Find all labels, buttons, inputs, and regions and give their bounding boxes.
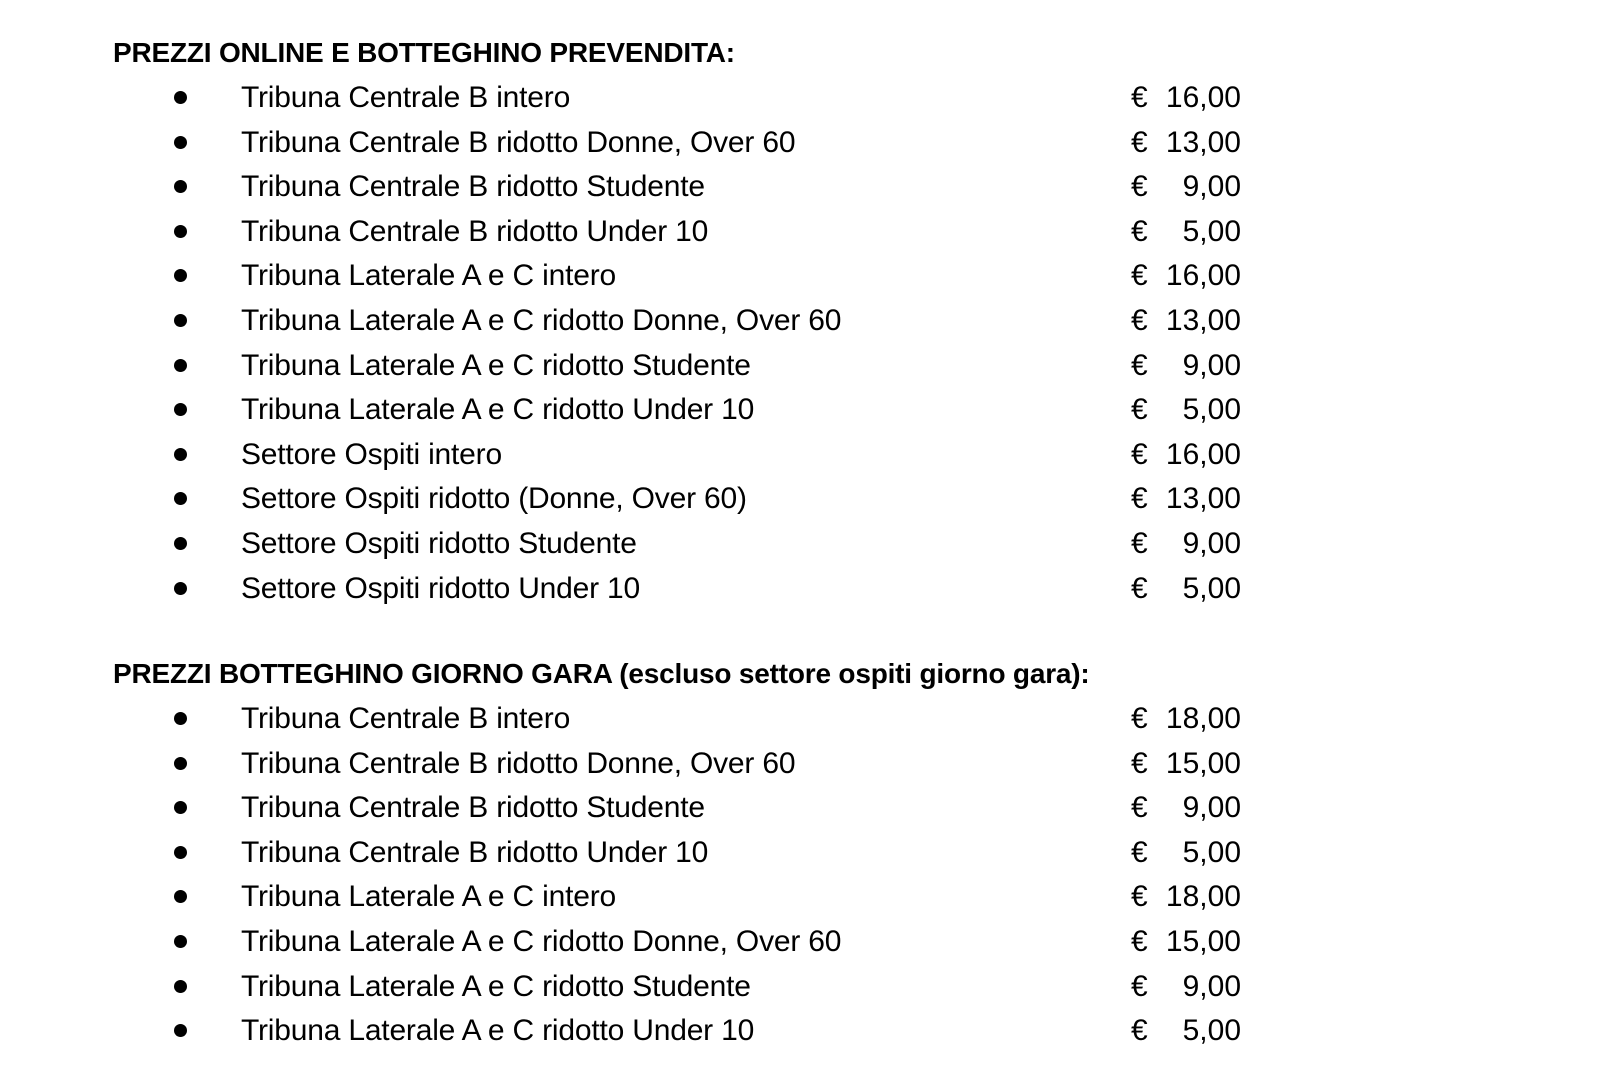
price-amount: 16,00 bbox=[1165, 81, 1241, 114]
currency-symbol: € bbox=[1131, 125, 1148, 159]
bullet-icon bbox=[174, 890, 187, 903]
bullet-icon bbox=[174, 269, 187, 282]
currency-symbol: € bbox=[1131, 969, 1148, 1003]
ticket-type-label: Tribuna Centrale B ridotto Under 10 bbox=[241, 214, 709, 248]
bullet-icon bbox=[174, 846, 187, 859]
price-list-item bbox=[0, 697, 1598, 742]
bullet-icon bbox=[174, 91, 187, 104]
price-list-item bbox=[0, 433, 1598, 478]
price-amount: 5,00 bbox=[1182, 835, 1241, 869]
price-list bbox=[0, 697, 1598, 1054]
price-amount: 5,00 bbox=[1182, 1014, 1241, 1048]
price-list-item bbox=[0, 522, 1598, 567]
price-amount: 5,00 bbox=[1182, 214, 1241, 248]
price-amount: 9,00 bbox=[1182, 526, 1241, 560]
currency-symbol: € bbox=[1131, 702, 1148, 735]
currency-symbol: € bbox=[1131, 81, 1148, 114]
price-list-item bbox=[0, 388, 1598, 433]
price-list bbox=[0, 76, 1598, 611]
ticket-type-label: Tribuna Centrale B intero bbox=[241, 702, 571, 735]
currency-symbol: € bbox=[1131, 880, 1148, 914]
ticket-type-label: Settore Ospiti ridotto (Donne, Over 60) bbox=[241, 482, 747, 516]
ticket-type-label: Tribuna Centrale B ridotto Studente bbox=[241, 791, 705, 825]
price-list-item bbox=[0, 831, 1598, 876]
ticket-type-label: Tribuna Laterale A e C ridotto Studente bbox=[241, 348, 751, 382]
ticket-type-label: Tribuna Laterale A e C ridotto Donne, Over 60 bbox=[241, 303, 842, 337]
currency-symbol: € bbox=[1131, 835, 1148, 869]
ticket-type-label: Tribuna Centrale B ridotto Donne, Over 60 bbox=[241, 746, 796, 780]
section-heading: PREZZI ONLINE E BOTTEGHINO PREVENDITA: bbox=[113, 37, 735, 68]
price-amount: 13,00 bbox=[1165, 482, 1241, 516]
bullet-icon bbox=[174, 537, 187, 550]
price-amount: 5,00 bbox=[1182, 571, 1241, 605]
currency-symbol: € bbox=[1131, 791, 1148, 825]
price-list-item bbox=[0, 121, 1598, 166]
bullet-icon bbox=[174, 448, 187, 461]
ticket-type-label: Tribuna Centrale B ridotto Donne, Over 60 bbox=[241, 125, 796, 159]
bullet-icon bbox=[174, 403, 187, 416]
price-amount: 9,00 bbox=[1182, 791, 1241, 825]
price-list-item bbox=[0, 875, 1598, 920]
price-amount: 13,00 bbox=[1165, 125, 1241, 159]
bullet-icon bbox=[174, 935, 187, 948]
bullet-icon bbox=[174, 582, 187, 595]
ticket-type-label: Tribuna Centrale B ridotto Studente bbox=[241, 170, 705, 204]
bullet-icon bbox=[174, 359, 187, 372]
currency-symbol: € bbox=[1131, 303, 1148, 337]
price-list-item bbox=[0, 742, 1598, 787]
currency-symbol: € bbox=[1131, 170, 1148, 204]
ticket-type-label: Settore Ospiti intero bbox=[241, 437, 502, 471]
currency-symbol: € bbox=[1131, 526, 1148, 560]
bullet-icon bbox=[174, 492, 187, 505]
ticket-type-label: Settore Ospiti ridotto Under 10 bbox=[241, 571, 641, 605]
ticket-type-label: Tribuna Laterale A e C ridotto Under 10 bbox=[241, 1014, 755, 1048]
ticket-type-label: Tribuna Laterale A e C ridotto Under 10 bbox=[241, 393, 755, 427]
currency-symbol: € bbox=[1131, 482, 1148, 516]
price-amount: 5,00 bbox=[1182, 393, 1241, 427]
ticket-type-label: Settore Ospiti ridotto Studente bbox=[241, 526, 637, 560]
bullet-icon bbox=[174, 712, 187, 725]
currency-symbol: € bbox=[1131, 214, 1148, 248]
price-list-item bbox=[0, 1009, 1598, 1054]
price-list-item bbox=[0, 165, 1598, 210]
price-amount: 18,00 bbox=[1165, 702, 1241, 735]
ticket-type-label: Tribuna Laterale A e C intero bbox=[241, 259, 616, 293]
price-amount: 15,00 bbox=[1165, 924, 1241, 958]
bullet-icon bbox=[174, 757, 187, 770]
price-list-item bbox=[0, 477, 1598, 522]
bullet-icon bbox=[174, 1024, 187, 1037]
currency-symbol: € bbox=[1131, 746, 1148, 780]
price-list-item bbox=[0, 76, 1598, 121]
currency-symbol: € bbox=[1131, 393, 1148, 427]
price-amount: 15,00 bbox=[1165, 746, 1241, 780]
bullet-icon bbox=[174, 180, 187, 193]
price-amount: 13,00 bbox=[1165, 303, 1241, 337]
ticket-type-label: Tribuna Laterale A e C ridotto Donne, Over 60 bbox=[241, 924, 842, 958]
bullet-icon bbox=[174, 980, 187, 993]
currency-symbol: € bbox=[1131, 348, 1148, 382]
ticket-type-label: Tribuna Centrale B intero bbox=[241, 81, 571, 114]
price-list-item bbox=[0, 344, 1598, 389]
price-amount: 9,00 bbox=[1182, 969, 1241, 1003]
ticket-type-label: Tribuna Laterale A e C ridotto Studente bbox=[241, 969, 751, 1003]
bullet-icon bbox=[174, 225, 187, 238]
price-amount: 9,00 bbox=[1182, 170, 1241, 204]
currency-symbol: € bbox=[1131, 259, 1148, 293]
ticket-type-label: Tribuna Laterale A e C intero bbox=[241, 880, 616, 914]
price-amount: 16,00 bbox=[1165, 259, 1241, 293]
price-list-item bbox=[0, 210, 1598, 255]
ticket-type-label: Tribuna Centrale B ridotto Under 10 bbox=[241, 835, 709, 869]
price-list-item bbox=[0, 567, 1598, 612]
currency-symbol: € bbox=[1131, 1014, 1148, 1048]
section-heading: PREZZI BOTTEGHINO GIORNO GARA (escluso settore ospiti giorno gara): bbox=[113, 658, 1090, 689]
price-list-item bbox=[0, 965, 1598, 1010]
bullet-icon bbox=[174, 314, 187, 327]
currency-symbol: € bbox=[1131, 924, 1148, 958]
price-list-item bbox=[0, 920, 1598, 965]
price-list-item bbox=[0, 786, 1598, 831]
bullet-icon bbox=[174, 801, 187, 814]
currency-symbol: € bbox=[1131, 571, 1148, 605]
currency-symbol: € bbox=[1131, 437, 1148, 471]
bullet-icon bbox=[174, 136, 187, 149]
price-amount: 16,00 bbox=[1165, 437, 1241, 471]
price-list-item bbox=[0, 299, 1598, 344]
price-amount: 18,00 bbox=[1165, 880, 1241, 914]
price-list-item bbox=[0, 254, 1598, 299]
price-amount: 9,00 bbox=[1182, 348, 1241, 382]
